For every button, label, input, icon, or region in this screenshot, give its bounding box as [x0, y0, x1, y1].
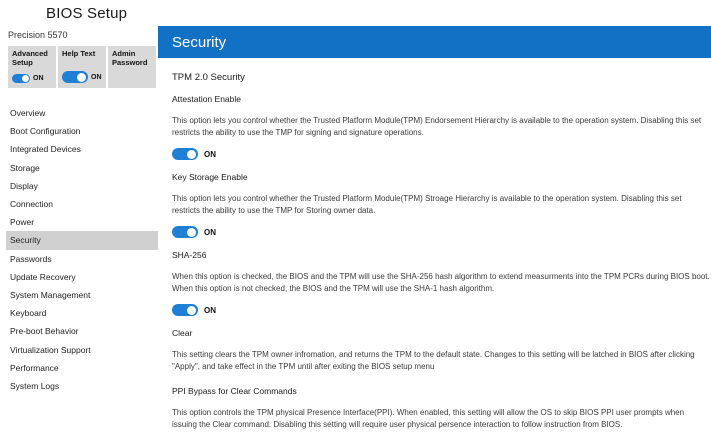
advanced-setup-switch-row[interactable]	[12, 74, 52, 88]
setting-toggle-row-key-storage-enable[interactable]	[172, 226, 711, 238]
help-text-switch-row[interactable]	[62, 71, 102, 88]
setting-description-ppi-bypass-clear: This option controls the TPM physical Presence Interface(PPI). When enabled, this setting will allow the OS to skip BIOS PPI user prompts when issuing the Clear command. Disabling this setting will require user physical persence interaction to follow instruction from BIOS.	[172, 408, 685, 429]
sidebar-item-pre-boot-behavior[interactable]: Pre-boot Behavior	[10, 326, 79, 337]
page-title: Security	[172, 33, 227, 51]
setting-label-ppi-bypass-clear: PPI Bypass for Clear Commands	[172, 386, 297, 396]
sidebar-item-overview[interactable]: Overview	[10, 108, 46, 119]
attestation-enable-state: ON	[204, 149, 216, 159]
sidebar-item-security[interactable]: Security	[6, 231, 158, 249]
setting-toggle-row-attestation-enable[interactable]	[172, 148, 711, 160]
model-name: Precision 5570	[8, 30, 68, 40]
setting-toggle-row-sha-256[interactable]	[172, 304, 711, 316]
setting-description-key-storage-enable: This option lets you control whether the Trusted Platform Module(TPM) Stroage Hierarchy is available to the operation system. Disabling this set restricts the ability to use the TMP for Storing owner data.	[172, 194, 682, 215]
key-storage-enable-state: ON	[204, 227, 216, 237]
help-text-label: Help Text	[62, 49, 96, 58]
sidebar-item-passwords[interactable]: Passwords	[10, 253, 52, 264]
sidebar-item-keyboard[interactable]: Keyboard	[10, 308, 47, 319]
sidebar-item-display[interactable]: Display	[10, 180, 38, 191]
setting-label-key-storage-enable: Key Storage Enable	[172, 172, 248, 182]
key-storage-enable-toggle[interactable]	[172, 226, 198, 238]
section-title-tpm: TPM 2.0 Security	[172, 72, 245, 83]
sidebar-item-power[interactable]: Power	[10, 217, 35, 228]
help-text-card[interactable]	[58, 46, 106, 88]
sidebar-item-integrated-devices[interactable]: Integrated Devices	[10, 144, 81, 155]
admin-password-card[interactable]	[108, 46, 156, 88]
sidebar-item-connection[interactable]: Connection	[10, 199, 54, 210]
help-text-state: ON	[91, 73, 102, 81]
advanced-setup-toggle[interactable]	[12, 74, 30, 83]
settings-list	[158, 58, 711, 440]
help-text-toggle[interactable]	[62, 71, 88, 83]
content-pane	[158, 26, 711, 429]
advanced-setup-card[interactable]	[8, 46, 56, 88]
window-body	[0, 26, 711, 429]
advanced-setup-label: Advanced Setup	[12, 49, 48, 67]
title-bar	[0, 0, 711, 26]
sidebar-item-virtualization-support[interactable]: Virtualization Support	[10, 344, 91, 355]
sidebar-item-update-recovery[interactable]: Update Recovery	[10, 271, 76, 282]
admin-password-label: Admin Password	[112, 49, 148, 67]
sha-256-state: ON	[204, 305, 216, 315]
sidebar-item-system-logs[interactable]: System Logs	[10, 380, 60, 391]
advanced-setup-state: ON	[33, 75, 44, 82]
sidebar-item-storage[interactable]: Storage	[10, 162, 40, 173]
app-title: BIOS Setup	[46, 4, 128, 22]
sidebar-toggle-cards	[6, 46, 158, 88]
attestation-enable-toggle[interactable]	[172, 148, 198, 160]
sidebar-nav	[6, 104, 158, 395]
sidebar-item-boot-configuration[interactable]: Boot Configuration	[10, 126, 81, 137]
content-header	[158, 26, 711, 58]
sidebar-item-system-management[interactable]: System Management	[10, 289, 91, 300]
sidebar	[0, 26, 158, 400]
setting-description-attestation-enable: This option lets you control whether the Trusted Platform Module(TPM) Endorsement Hierarchy is available to the operation system. Disabling this set restricts the ability to use the TMP for signing and signature operations.	[172, 116, 702, 137]
setting-description-clear: This setting clears the TPM owner infromation, and returns the TPM to the default state. Changes to this setting will be latched in BIOS after clicking "Apply", and take effect in the TPM until after exiting the BIOS setup menu	[172, 350, 695, 371]
sidebar-item-performance[interactable]: Performance	[10, 362, 59, 373]
setting-label-sha-256: SHA-256	[172, 250, 207, 260]
setting-description-sha-256: When this option is checked, the BIOS and the TPM will use the SHA-256 hash algorithm to extend measurments into the TPM PCRs during BIOS boot. When this option is not checked, the BIOS and the TPM will use the SHA-1 hash algorithm.	[172, 272, 710, 293]
setting-label-clear: Clear	[172, 328, 193, 338]
sha-256-toggle[interactable]	[172, 304, 198, 316]
setting-label-attestation-enable: Attestation Enable	[172, 94, 241, 104]
